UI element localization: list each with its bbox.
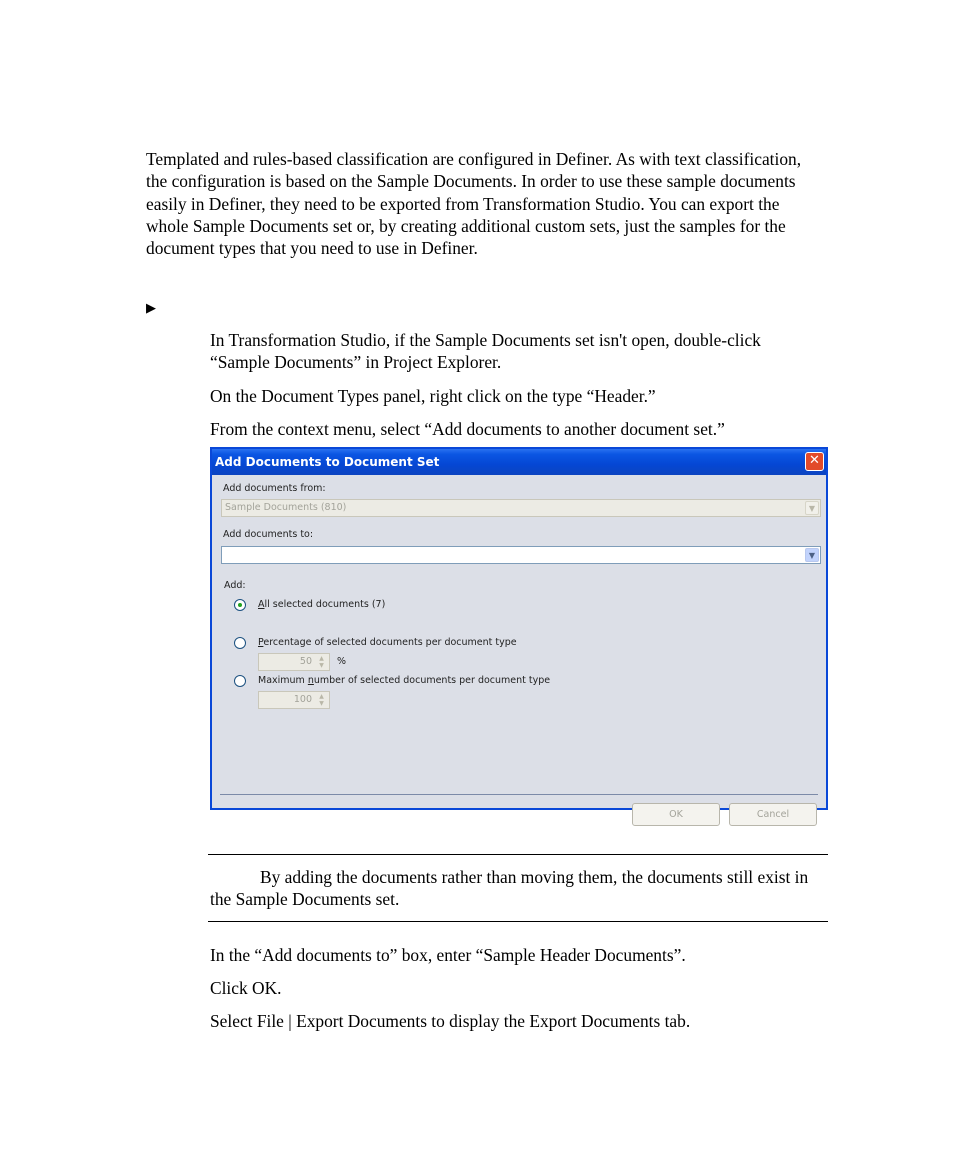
- chevron-down-icon: ▼: [805, 501, 819, 515]
- percentage-radio[interactable]: [234, 637, 246, 649]
- add-group-label: Add:: [224, 580, 246, 591]
- spin-arrows-icon: ▲ ▼: [319, 655, 324, 669]
- maximum-number-stepper: [258, 691, 330, 709]
- all-selected-label[interactable]: All selected documents (7): [258, 599, 386, 610]
- maximum-number-value: 100: [293, 694, 312, 705]
- add-to-combo[interactable]: [221, 546, 821, 564]
- dialog-client-area: [212, 475, 826, 820]
- add-from-label: Add documents from:: [223, 483, 326, 494]
- ok-button[interactable]: OK: [632, 803, 720, 826]
- step-click-ok: Click OK.: [210, 978, 282, 998]
- maximum-number-radio[interactable]: [234, 675, 246, 687]
- chevron-down-icon[interactable]: ▼: [805, 548, 819, 562]
- note-top-rule: [208, 854, 828, 855]
- button-separator: [220, 794, 818, 795]
- procedure-bullet-icon: ▶: [146, 300, 156, 315]
- step-right-click-header: On the Document Types panel, right click on the type “Header.”: [210, 386, 656, 406]
- dialog-title: Add Documents to Document Set: [215, 455, 440, 469]
- maximum-number-label[interactable]: Maximum number of selected documents per document type: [258, 675, 551, 686]
- all-selected-radio[interactable]: [234, 599, 246, 611]
- close-icon[interactable]: ✕: [805, 452, 824, 471]
- percentage-label[interactable]: Percentage of selected documents per document type: [258, 637, 517, 648]
- add-to-label: Add documents to:: [223, 529, 314, 540]
- percent-unit: %: [337, 656, 347, 667]
- add-documents-dialog: [210, 447, 828, 820]
- step-open-sample-documents: In Transformation Studio, if the Sample Documents set isn't open, double-click “Sample Documents” in Project Explorer.: [210, 330, 761, 373]
- add-from-value: Sample Documents (810): [225, 502, 347, 513]
- step-context-menu: From the context menu, select “Add documents to another document set.”: [210, 419, 725, 439]
- intro-paragraph: Templated and rules-based classification are configured in Definer. As with text classification, the configuration is based on the Sample Documents. In order to use these sample documents easily in Definer, they need to be exported from Transformation Studio. You can export the whole Sample Documents set or, by creating additional custom sets, just the samples for the document types that you need to use in Definer.: [146, 149, 802, 259]
- step-export-documents: Select File | Export Documents to display the Export Documents tab.: [210, 1011, 691, 1031]
- add-from-combo: [221, 499, 821, 517]
- note-bottom-rule: [208, 921, 828, 922]
- cancel-button[interactable]: Cancel: [729, 803, 817, 826]
- dialog-title-bar[interactable]: [212, 449, 826, 475]
- note-text: By adding the documents rather than moving them, the documents still exist in the Sample Documents set.: [210, 867, 809, 910]
- step-enter-set-name: In the “Add documents to” box, enter “Sample Header Documents”.: [210, 945, 686, 965]
- spin-arrows-icon: ▲ ▼: [319, 693, 324, 707]
- percentage-stepper: [258, 653, 330, 671]
- percentage-value: 50: [299, 656, 312, 667]
